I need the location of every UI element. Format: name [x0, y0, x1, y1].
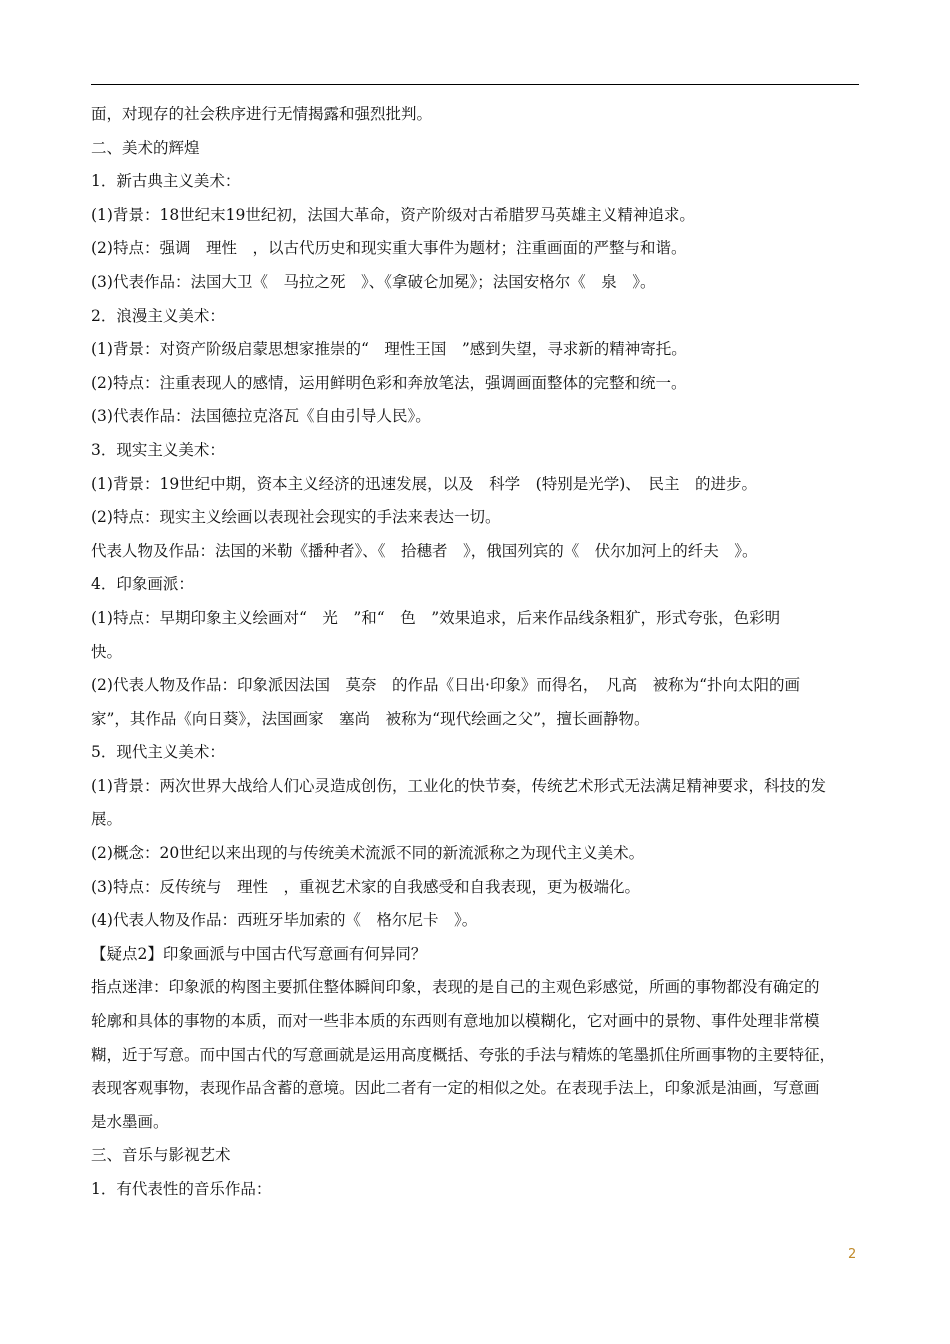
subsection-heading: 5．现代主义美术： [91, 743, 225, 762]
subsection-heading: 1．新古典主义美术： [91, 172, 241, 191]
text-line: (2)概念：20世纪以来出现的与传统美术流派不同的新流派称之为现代主义美术。 [91, 844, 645, 863]
text-line: (2)特点：强调 理性 ，以古代历史和现实重大事件为题材；注重画面的严整与和谐。 [91, 239, 687, 258]
page-number: 2 [848, 1247, 857, 1262]
text-line: (2)特点：注重表现人的感情，运用鲜明色彩和奔放笔法，强调画面整体的完整和统一。 [91, 373, 687, 392]
text-line: 指点迷津：印象派的构图主要抓住整体瞬间印象，表现的是自己的主观色彩感觉，所画的事物都没有确定的 [91, 978, 820, 997]
text-line: 糊，近于写意。而中国古代的写意画就是运用高度概括、夸张的手法与精炼的笔墨抓住所画事物的主要特征， [91, 1045, 836, 1064]
text-line: 是水墨画。 [91, 1112, 169, 1131]
subsection-heading: 2．浪漫主义美术： [91, 306, 225, 325]
section-heading: 二、美术的辉煌 [91, 138, 200, 157]
text-line: 快。 [91, 642, 123, 661]
text-line: 代表人物及作品：法国的米勒《播种者》、《 拾穗者 》，俄国列宾的《 伏尔加河上的纤夫 》。 [91, 541, 758, 560]
text-line: (3)代表作品：法国大卫《 马拉之死 》、《拿破仑加冕》；法国安格尔《 泉 》。 [91, 272, 656, 291]
text-line: (1)背景：两次世界大战给人们心灵造成创伤，工业化的快节奏，传统艺术形式无法满足精神要求，科技的发 [91, 776, 826, 795]
subsection-heading: 4．印象画派： [91, 575, 194, 594]
section-heading: 三、音乐与影视艺术 [91, 1146, 231, 1165]
text-line: (2)代表人物及作品：印象派因法国 莫奈 的作品《日出·印象》而得名， 凡高 被称为“扑向太阳的画 [91, 676, 801, 695]
text-line: 面，对现存的社会秩序进行无情揭露和强烈批判。 [91, 105, 433, 123]
text-line: (3)代表作品：法国德拉克洛瓦《自由引导人民》。 [91, 407, 431, 426]
subsection-heading: 1．有代表性的音乐作品： [91, 1180, 272, 1198]
text-line: (2)特点：现实主义绘画以表现社会现实的手法来表达一切。 [91, 508, 501, 527]
text-line: (1)背景：19世纪中期，资本主义经济的迅速发展，以及 科学 (特别是光学)、 民主 的进步。 [91, 474, 758, 493]
document-body [91, 98, 861, 1207]
text-line: 轮廓和具体的事物的本质，而对一些非本质的东西则有意地加以模糊化，它对画中的景物、事件处理非常模 [91, 1012, 820, 1031]
text-line: 表现客观事物，表现作品含蓄的意境。因此二者有一定的相似之处。在表现手法上，印象派是油画，写意画 [91, 1079, 820, 1098]
text-line: (3)特点：反传统与 理性 ，重视艺术家的自我感受和自我表现，更为极端化。 [91, 877, 640, 896]
text-line: (4)代表人物及作品：西班牙毕加索的《 格尔尼卡 》。 [91, 911, 478, 930]
text-line: (1)特点：早期印象主义绘画对“ 光 ”和“ 色 ”效果追求，后来作品线条粗犷，形式夸张，色彩明 [91, 608, 781, 627]
header-rule [91, 84, 859, 85]
text-line: 展。 [91, 810, 123, 829]
text-line: (1)背景：对资产阶级启蒙思想家推崇的“ 理性王国 ”感到失望，寻求新的精神寄托。 [91, 340, 687, 359]
subsection-heading: 3．现实主义美术： [91, 440, 225, 459]
question-heading: 【疑点2】印象画派与中国古代写意画有何异同？ [91, 944, 427, 963]
text-line: (1)背景：18世纪末19世纪初，法国大革命，资产阶级对古希腊罗马英雄主义精神追求。 [91, 205, 695, 224]
text-line: 家”，其作品《向日葵》，法国画家 塞尚 被称为“现代绘画之父”，擅长画静物。 [91, 709, 650, 728]
